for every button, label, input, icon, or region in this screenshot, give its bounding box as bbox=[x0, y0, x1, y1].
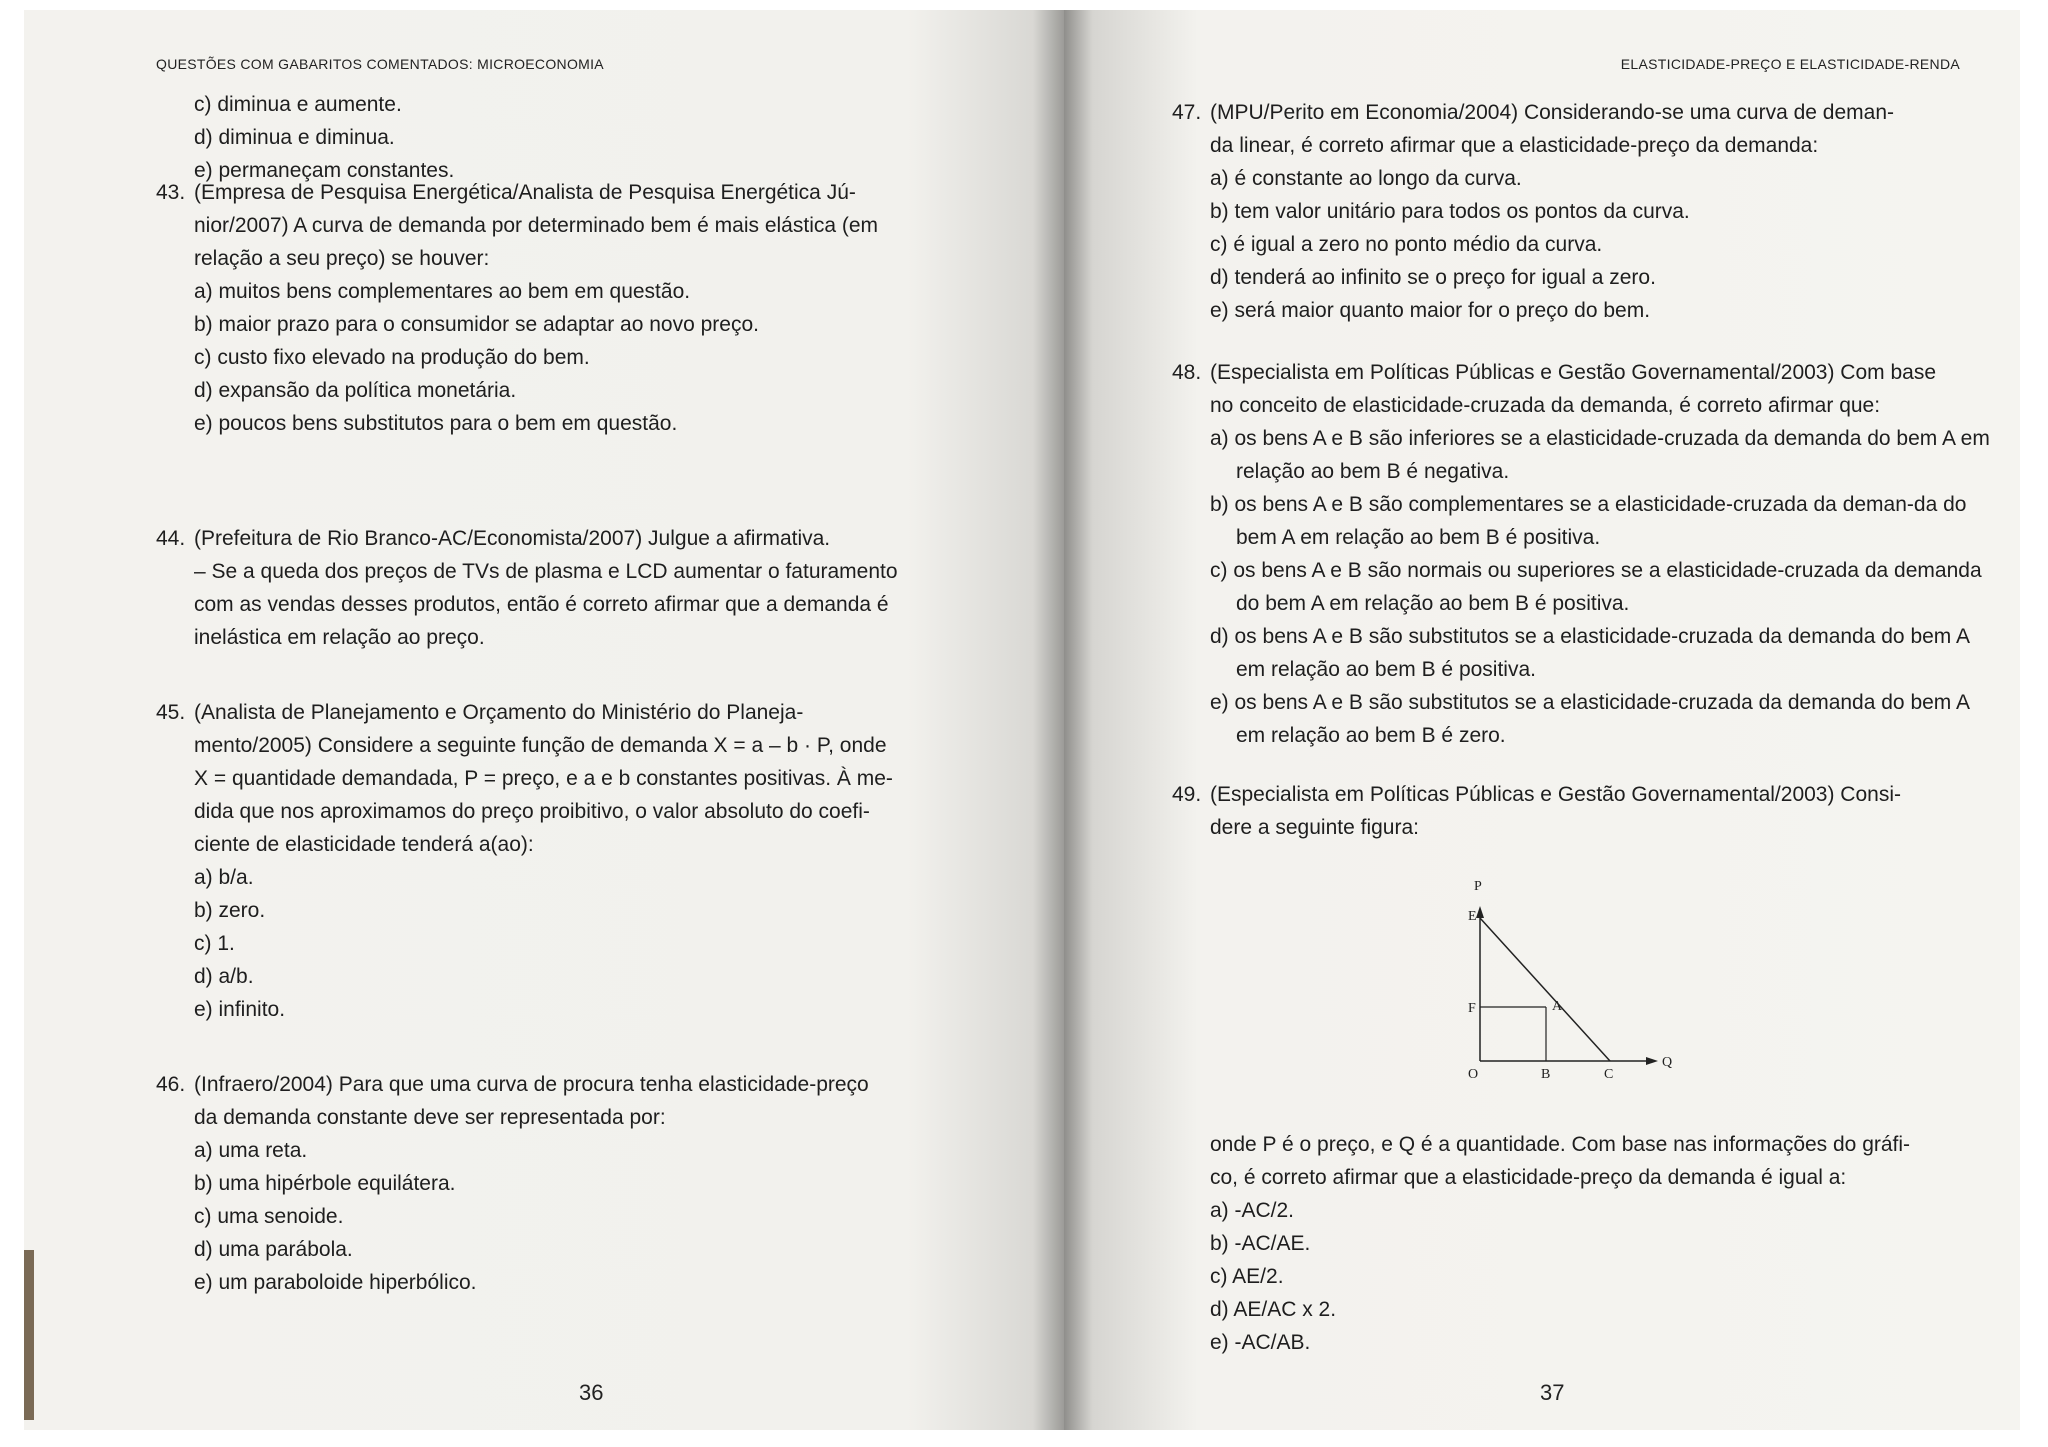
option-a: a) -AC/2. bbox=[1210, 1199, 1295, 1222]
carry-over-options bbox=[156, 88, 454, 187]
label-p: P bbox=[1474, 879, 1482, 894]
question-text-line: co, é correto afirmar que a elasticidade-preço da demanda é igual a: bbox=[1210, 1166, 1847, 1189]
option-a: a) b/a. bbox=[194, 866, 254, 889]
option-c: c) é igual a zero no ponto médio da curva. bbox=[1210, 233, 1603, 256]
demand-curve-figure bbox=[1424, 868, 1684, 1098]
question-text-line: (Prefeitura de Rio Branco-AC/Economista/2007) Julgue a afirmativa. bbox=[194, 527, 831, 550]
option-b: b) uma hipérbole equilátera. bbox=[194, 1172, 456, 1195]
question-43 bbox=[156, 176, 1006, 440]
question-text-line: no conceito de elasticidade-cruzada da demanda, é correto afirmar que: bbox=[1210, 394, 1881, 417]
option-e: e) permaneçam constantes. bbox=[194, 159, 455, 182]
question-text-line: X = quantidade demandada, P = preço, e a e b constantes positivas. À me- bbox=[194, 767, 893, 790]
question-text-line: inelástica em relação ao preço. bbox=[194, 626, 485, 649]
option-b: b) os bens A e B são complementares se a elasticidade-cruzada da deman-da do bem A em relação ao bem B é positiva. bbox=[1210, 493, 1967, 549]
option-c: c) uma senoide. bbox=[194, 1205, 344, 1228]
option-d: d) uma parábola. bbox=[194, 1238, 353, 1261]
label-b: B bbox=[1541, 1067, 1551, 1082]
question-47 bbox=[1172, 96, 1992, 327]
option-c: c) diminua e aumente. bbox=[194, 93, 402, 116]
page-number: 36 bbox=[579, 1380, 604, 1405]
option-e: e) poucos bens substitutos para o bem em questão. bbox=[194, 412, 678, 435]
option-c: c) os bens A e B são normais ou superiores se a elasticidade-cruzada da demanda do bem A em relação ao bem B é positiva. bbox=[1210, 559, 1982, 615]
question-text-line: onde P é o preço, e Q é a quantidade. Com base nas informações do gráfi- bbox=[1210, 1133, 1911, 1156]
option-a: a) é constante ao longo da curva. bbox=[1210, 167, 1522, 190]
question-number: 47. bbox=[1172, 101, 1202, 124]
left-running-header: QUESTÕES COM GABARITOS COMENTADOS: MICROECONOMIA bbox=[156, 56, 604, 72]
question-49-continuation bbox=[1210, 1128, 2000, 1359]
question-44 bbox=[156, 522, 1006, 654]
option-e: e) -AC/AB. bbox=[1210, 1331, 1311, 1354]
question-number: 45. bbox=[156, 701, 186, 724]
option-c: c) AE/2. bbox=[1210, 1265, 1284, 1288]
label-c: C bbox=[1604, 1067, 1614, 1082]
option-d: d) diminua e diminua. bbox=[194, 126, 395, 149]
question-text-line: com as vendas desses produtos, então é correto afirmar que a demanda é bbox=[194, 593, 889, 616]
question-number: 48. bbox=[1172, 361, 1202, 384]
quantity-axis-arrow bbox=[1646, 1057, 1658, 1065]
question-number: 44. bbox=[156, 527, 186, 550]
question-text-line: (Especialista em Políticas Públicas e Gestão Governamental/2003) Consi- bbox=[1210, 783, 1901, 806]
right-running-header: ELASTICIDADE-PREÇO E ELASTICIDADE-RENDA bbox=[1620, 56, 1960, 72]
option-e: e) os bens A e B são substitutos se a elasticidade-cruzada da demanda do bem A em relação ao bem B é zero. bbox=[1210, 691, 1969, 747]
book-spread bbox=[24, 10, 2020, 1430]
question-text-line: (Analista de Planejamento e Orçamento do Ministério do Planeja- bbox=[194, 701, 804, 724]
question-number: 46. bbox=[156, 1073, 186, 1096]
left-page bbox=[24, 10, 1064, 1430]
question-49 bbox=[1172, 778, 1992, 844]
question-number: 43. bbox=[156, 181, 186, 204]
label-q: Q bbox=[1662, 1055, 1673, 1070]
question-text-line: dere a seguinte figura: bbox=[1210, 816, 1419, 839]
option-a: a) os bens A e B são inferiores se a elasticidade-cruzada da demanda do bem A em relação ao bem B é negativa. bbox=[1210, 427, 1990, 483]
option-c: c) 1. bbox=[194, 932, 235, 955]
question-number: 49. bbox=[1172, 783, 1202, 806]
label-e: E bbox=[1468, 909, 1477, 924]
question-text-line: da demanda constante deve ser representada por: bbox=[194, 1106, 666, 1129]
option-e: e) infinito. bbox=[194, 998, 286, 1021]
option-a: a) muitos bens complementares ao bem em questão. bbox=[194, 280, 691, 303]
option-b: b) -AC/AE. bbox=[1210, 1232, 1311, 1255]
question-text-line: mento/2005) Considere a seguinte função de demanda X = a – b · P, onde bbox=[194, 734, 887, 757]
demand-line bbox=[1480, 918, 1610, 1061]
question-text-line: (Especialista em Políticas Públicas e Gestão Governamental/2003) Com base bbox=[1210, 361, 1937, 384]
question-text-line: (MPU/Perito em Economia/2004) Considerando-se uma curva de deman- bbox=[1210, 101, 1894, 124]
question-text-line: relação a seu preço) se houver: bbox=[194, 247, 490, 270]
label-a: A bbox=[1552, 999, 1563, 1014]
page-number: 37 bbox=[1540, 1380, 1565, 1405]
option-d: d) os bens A e B são substitutos se a elasticidade-cruzada da demanda do bem A em relação ao bem B é positiva. bbox=[1210, 625, 1969, 681]
option-c: c) custo fixo elevado na produção do bem. bbox=[194, 346, 590, 369]
option-a: a) uma reta. bbox=[194, 1139, 308, 1162]
question-text-line: – Se a queda dos preços de TVs de plasma e LCD aumentar o faturamento bbox=[194, 560, 898, 583]
option-d: d) tenderá ao infinito se o preço for igual a zero. bbox=[1210, 266, 1656, 289]
option-b: b) tem valor unitário para todos os pontos da curva. bbox=[1210, 200, 1690, 223]
option-d: d) expansão da política monetária. bbox=[194, 379, 517, 402]
question-48 bbox=[1172, 356, 1992, 752]
right-page bbox=[1064, 10, 2020, 1430]
question-text-line: ciente de elasticidade tenderá a(ao): bbox=[194, 833, 534, 856]
question-text-line: (Infraero/2004) Para que uma curva de procura tenha elasticidade-preço bbox=[194, 1073, 869, 1096]
option-b: b) maior prazo para o consumidor se adaptar ao novo preço. bbox=[194, 313, 759, 336]
question-text-line: nior/2007) A curva de demanda por determinado bem é mais elástica (em bbox=[194, 214, 879, 237]
option-d: d) a/b. bbox=[194, 965, 254, 988]
option-e: e) será maior quanto maior for o preço do bem. bbox=[1210, 299, 1651, 322]
option-d: d) AE/AC x 2. bbox=[1210, 1298, 1337, 1321]
question-45 bbox=[156, 696, 1006, 1026]
option-b: b) zero. bbox=[194, 899, 266, 922]
question-text-line: da linear, é correto afirmar que a elasticidade-preço da demanda: bbox=[1210, 134, 1819, 157]
option-e: e) um paraboloide hiperbólico. bbox=[194, 1271, 477, 1294]
question-text-line: dida que nos aproximamos do preço proibitivo, o valor absoluto do coefi- bbox=[194, 800, 870, 823]
page-edge-stain bbox=[24, 1250, 34, 1420]
label-o: O bbox=[1468, 1067, 1479, 1082]
question-46 bbox=[156, 1068, 1006, 1299]
question-text-line: (Empresa de Pesquisa Energética/Analista de Pesquisa Energética Jú- bbox=[194, 181, 856, 204]
price-axis-arrow bbox=[1476, 906, 1484, 918]
label-f: F bbox=[1468, 1001, 1476, 1016]
